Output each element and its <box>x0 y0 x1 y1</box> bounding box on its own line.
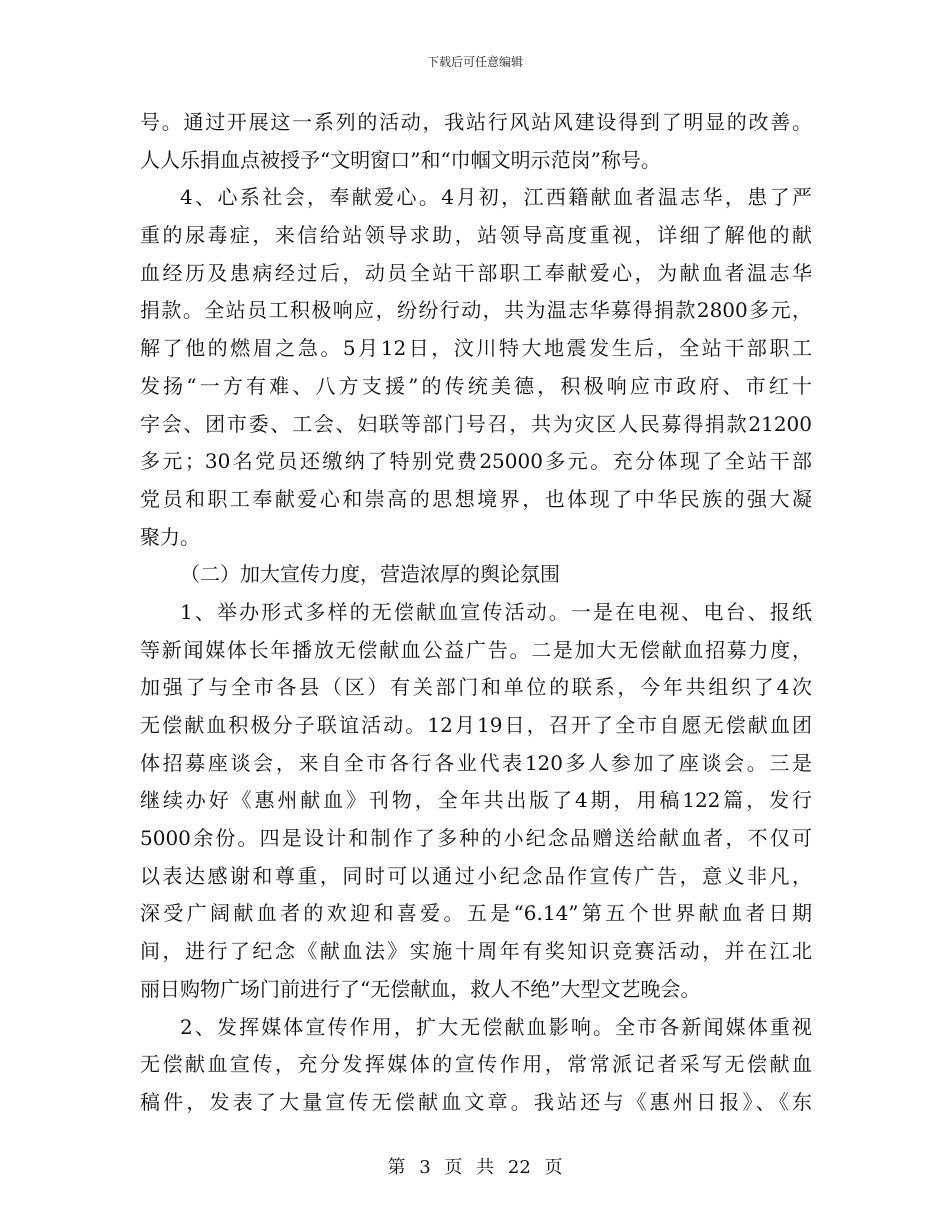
paragraph-line: 号。通过开展这一系列的活动，我站行风站风建设得到了明显的改善。 <box>140 110 812 134</box>
paragraph-line: 重的尿毒症，来信给站领导求助，站领导高度重视，详细了解他的献 <box>140 223 812 248</box>
paragraph-line: 1、举办形式多样的无偿献血宣传活动。一是在电视、电台、报纸 <box>180 599 812 624</box>
paragraph-line: 捐款。全站员工积极响应，纷纷行动，共为温志华募得捐款2800多元， <box>140 298 812 323</box>
paragraph-line: 4、心系社会，奉献爱心。4月初，江西籍献血者温志华，患了严 <box>180 185 812 210</box>
paragraph-line: 党员和职工奉献爱心和崇高的思想境界，也体现了中华民族的强大凝 <box>140 486 812 511</box>
page-header: 下载后可任意编辑 <box>426 55 523 69</box>
paragraph-line: 丽日购物广场门前进行了“无偿献血，救人不绝”大型文艺晚会。 <box>140 976 701 1001</box>
section-heading: （二）加大宣传力度，营造浓厚的舆论氛围 <box>180 562 560 587</box>
paragraph-line: 2、发挥媒体宣传作用，扩大无偿献血影响。全市各新闻媒体重视 <box>180 1014 812 1039</box>
paragraph-line: 间，进行了纪念《献血法》实施十周年有奖知识竞赛活动，并在江北 <box>140 939 812 964</box>
paragraph-line: 加强了与全市各县（区）有关部门和单位的联系，今年共组织了4次 <box>140 675 812 700</box>
paragraph-line: 深受广阔献血者的欢迎和喜爱。五是“6.14”第五个世界献血者日期 <box>140 901 812 926</box>
paragraph-line: 多元；30名党员还缴纳了特别党费25000多元。充分体现了全站干部 <box>140 449 812 474</box>
paragraph-line: 5000余份。四是设计和制作了多种的小纪念品赠送给献血者，不仅可 <box>140 826 812 851</box>
paragraph-line: 体招募座谈会，来自全市各行各业代表120多人参加了座谈会。三是 <box>140 750 812 775</box>
paragraph-line: 无偿献血宣传，充分发挥媒体的宣传作用，常常派记者采写无偿献血 <box>140 1052 812 1077</box>
footer-total-label: 共 <box>476 1157 495 1178</box>
paragraph-line: 稿件，发表了大量宣传无偿献血文章。我站还与《惠州日报》、《东 <box>140 1089 812 1114</box>
paragraph-line: 以表达感谢和尊重，同时可以通过小纪念品作宣传广告，意义非凡， <box>140 863 812 888</box>
paragraph-line: 等新闻媒体长年播放无偿献血公益广告。二是加大无偿献血招募力度， <box>140 637 812 662</box>
paragraph-line: 聚力。 <box>140 524 200 549</box>
paragraph-line: 血经历及患病经过后，动员全站干部职工奉献爱心，为献血者温志华 <box>140 260 812 285</box>
document-body <box>140 104 812 1122</box>
paragraph-line: 无偿献血积极分子联谊活动。12月19日，召开了全市自愿无偿献血团 <box>140 713 812 737</box>
footer-page-label: 页 <box>444 1157 463 1178</box>
footer-prefix: 第 <box>387 1157 406 1178</box>
current-page-number: 3 <box>419 1157 431 1178</box>
footer-suffix: 页 <box>544 1157 563 1178</box>
paragraph-line: 人人乐捐血点被授予“文明窗口”和“巾帼文明示范岗”称号。 <box>140 147 661 172</box>
paragraph-line: 继续办好《惠州献血》刊物，全年共出版了4期，用稿122篇，发行 <box>140 788 812 813</box>
total-page-count: 22 <box>507 1157 531 1178</box>
page-footer <box>0 1153 950 1179</box>
paragraph-line: 字会、团市委、工会、妇联等部门号召，共为灾区人民募得捐款21200 <box>140 411 812 436</box>
paragraph-line: 发扬“一方有难、八方支援”的传统美德，积极响应市政府、市红十 <box>140 373 812 398</box>
paragraph-line: 解了他的燃眉之急。5月12日，汶川特大地震发生后，全站干部职工 <box>140 336 812 361</box>
